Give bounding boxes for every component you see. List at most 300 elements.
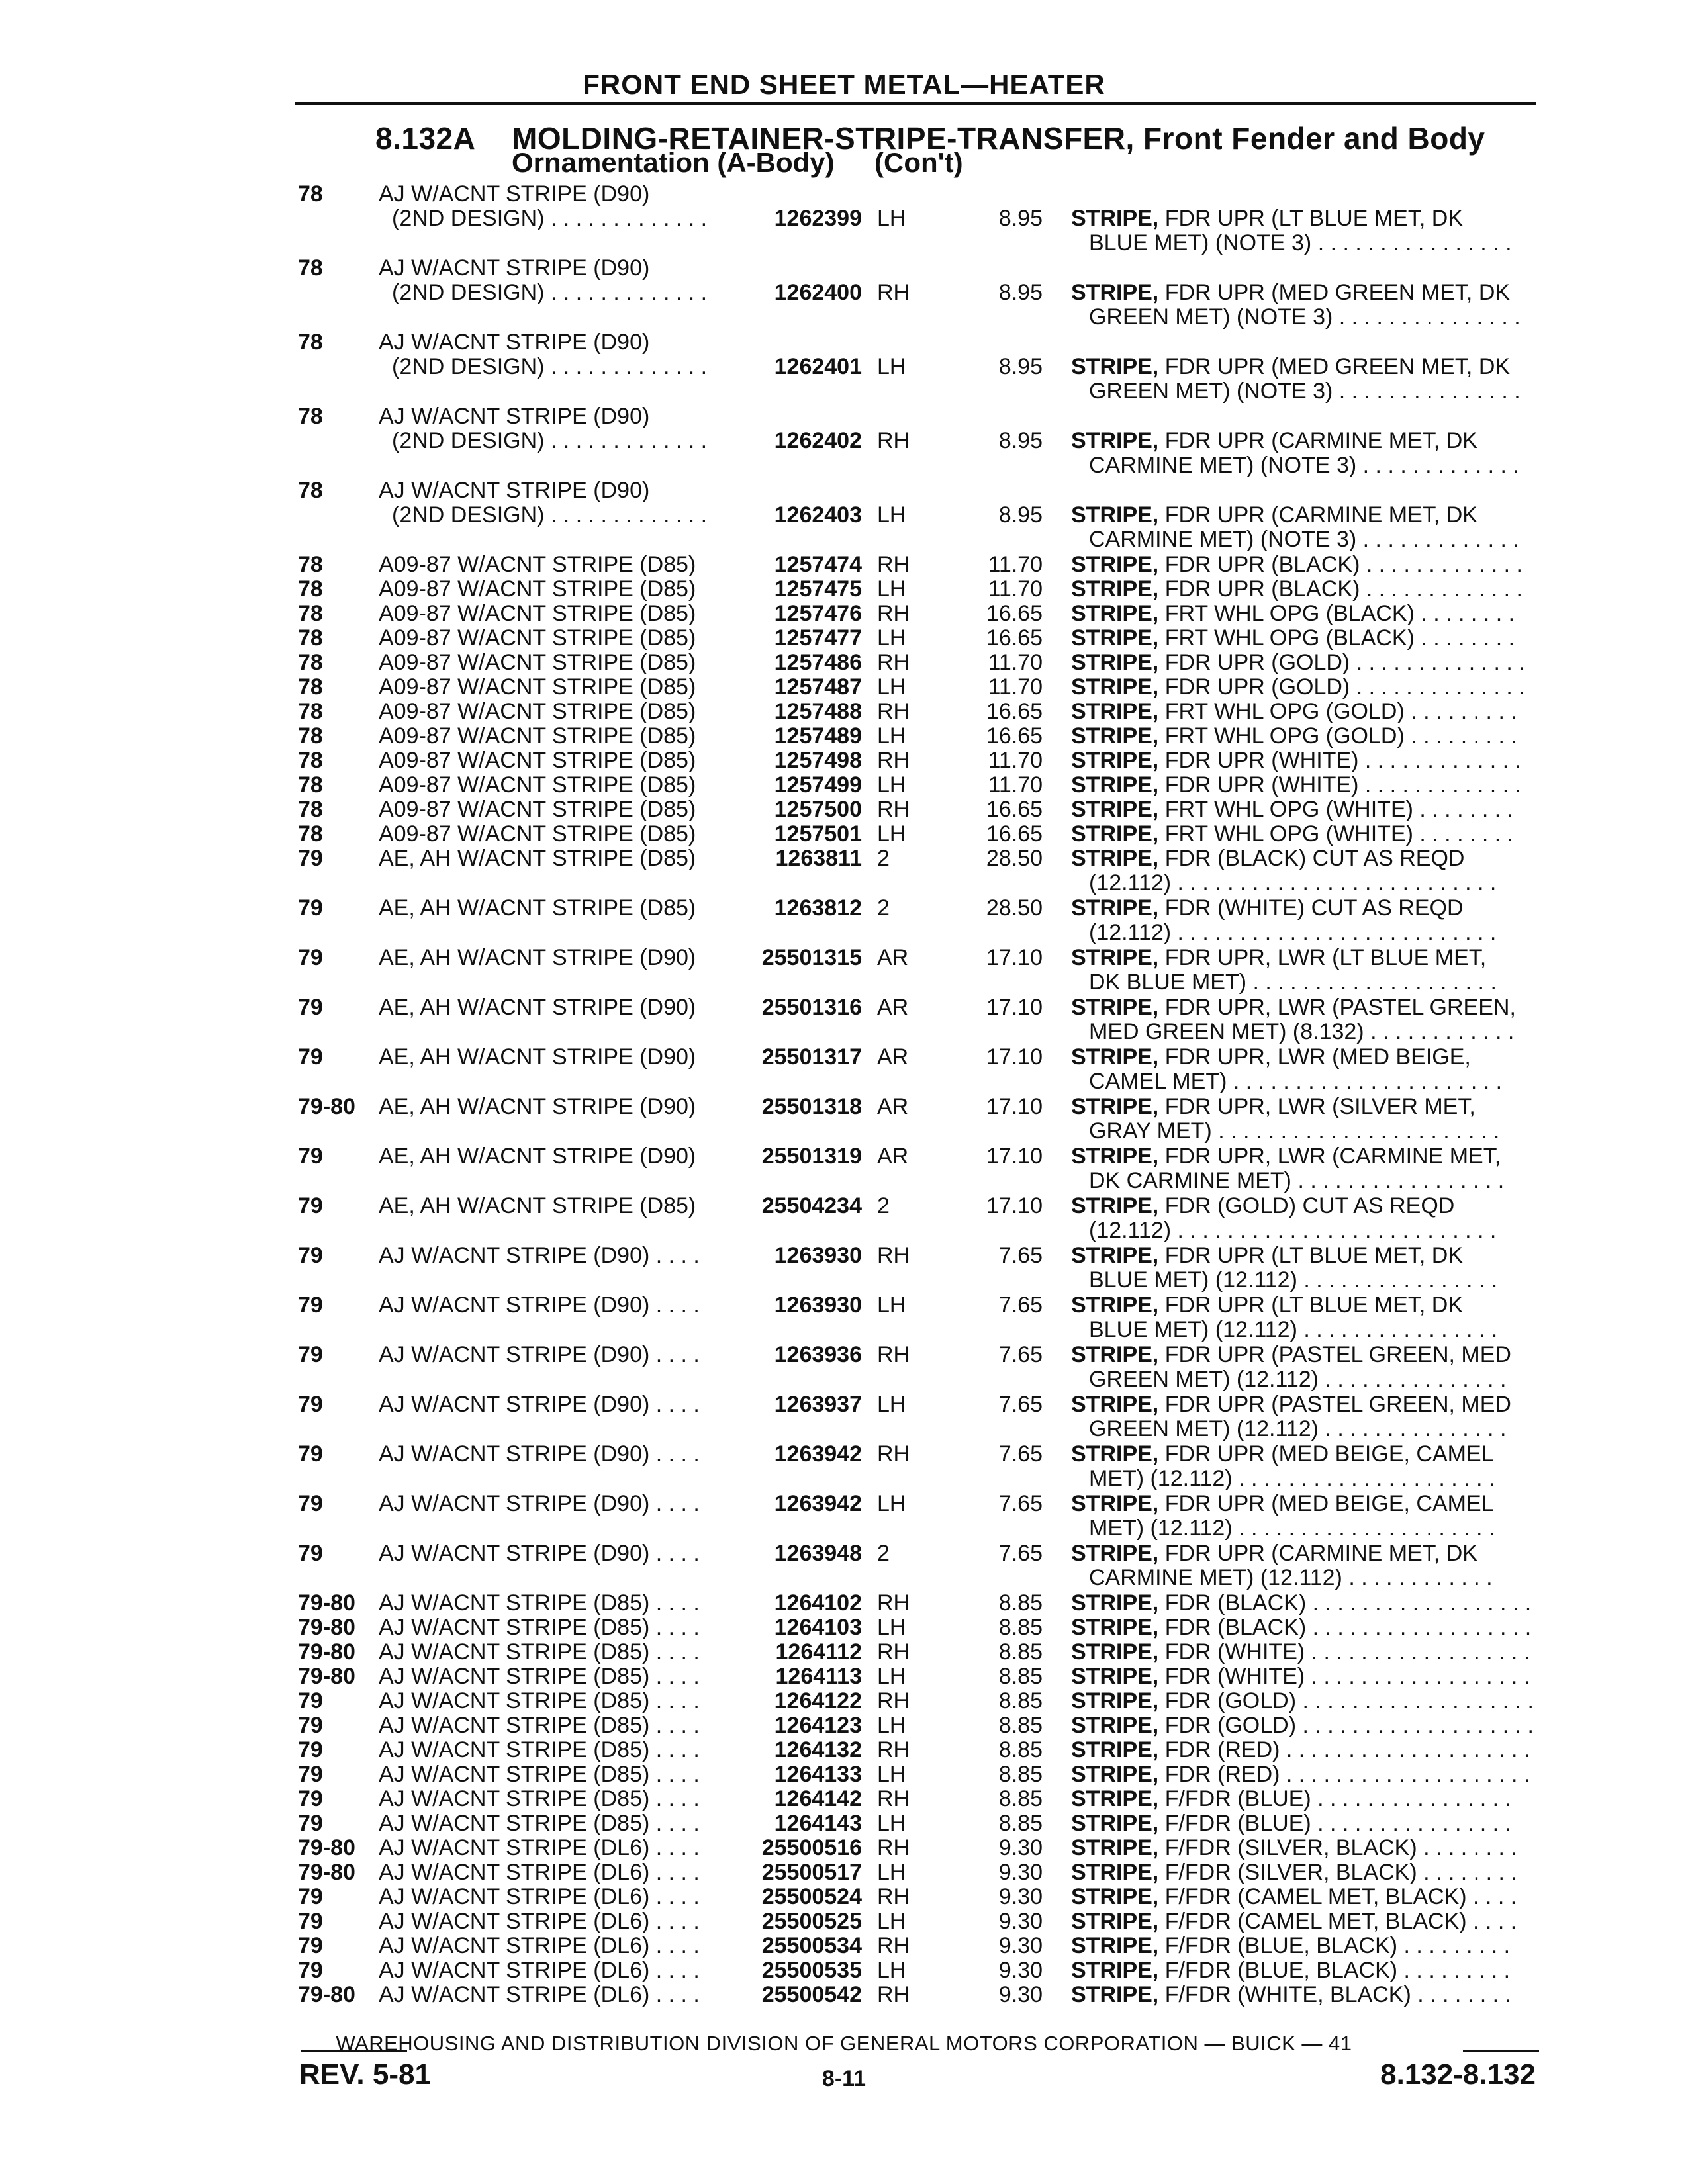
row-price: 11.70 [988, 650, 1043, 675]
row-model: AJ W/ACNT STRIPE (D85) . . . . [379, 1811, 700, 1836]
row-description-text: FDR UPR, LWR (MED BEIGE, [1158, 1044, 1471, 1069]
table-row [0, 256, 1688, 330]
table-row [0, 822, 1688, 846]
row-description-text: FRT WHL OPG (GOLD) . . . . . . . . . [1158, 723, 1517, 749]
table-row [0, 1591, 1688, 1615]
row-year: 78 [298, 748, 323, 773]
row-description-keyword: STRIPE, [1071, 206, 1159, 231]
row-description-text: F/FDR (BLUE) . . . . . . . . . . . . . . . . [1158, 1811, 1511, 1836]
row-description-text: FDR UPR (CARMINE MET, DK [1158, 502, 1477, 527]
row-price: 11.70 [988, 772, 1043, 797]
table-row [0, 553, 1688, 577]
row-description-keyword: STRIPE, [1071, 1688, 1159, 1713]
table-row [0, 1787, 1688, 1811]
table-row [0, 404, 1688, 478]
row-description-text: FDR UPR (WHITE) . . . . . . . . . . . . . [1158, 748, 1522, 773]
row-description-text: FDR UPR, LWR (PASTEL GREEN, [1158, 995, 1516, 1020]
row-description [1071, 1591, 1531, 1615]
row-part-number: 1257475 [774, 576, 862, 602]
row-price: 9.30 [998, 1860, 1043, 1885]
row-year: 78 [298, 723, 323, 749]
row-model-line2: (2ND DESIGN) . . . . . . . . . . . . . [392, 354, 708, 379]
row-price: 9.30 [998, 1884, 1043, 1909]
row-year: 79-80 [298, 1094, 355, 1119]
row-price: 8.95 [998, 206, 1043, 231]
row-description-text: F/FDR (WHITE, BLACK) . . . . . . . . [1158, 1982, 1511, 2007]
row-description-text: FDR UPR (CARMINE MET, DK [1158, 428, 1477, 453]
row-price: 9.30 [998, 1933, 1043, 1958]
row-quantity: RH [877, 1884, 910, 1909]
table-row [0, 1860, 1688, 1885]
row-model: AE, AH W/ACNT STRIPE (D90) [379, 1094, 696, 1119]
row-description [1071, 822, 1513, 846]
row-description-keyword: STRIPE, [1071, 280, 1159, 305]
table-row [0, 797, 1688, 822]
row-model: AJ W/ACNT STRIPE (D90) [379, 181, 650, 206]
row-description [1071, 1958, 1510, 1983]
table-row [0, 1958, 1688, 1983]
table-row [0, 1762, 1688, 1787]
row-model: AE, AH W/ACNT STRIPE (D85) [379, 1193, 696, 1218]
row-year: 79 [298, 1688, 323, 1713]
table-row [0, 773, 1688, 797]
row-part-number: 1257499 [774, 772, 862, 797]
row-description-line2: (12.112) . . . . . . . . . . . . . . . . . . . . . . . . . . [1089, 870, 1497, 895]
row-part-number: 25501318 [761, 1094, 862, 1119]
row-description-text: FDR (BLACK) . . . . . . . . . . . . . . . . . . [1158, 1590, 1532, 1615]
row-description [1071, 773, 1521, 797]
row-description-text: F/FDR (SILVER, BLACK) . . . . . . . . [1158, 1860, 1517, 1885]
table-row [0, 182, 1688, 256]
row-description-keyword: STRIPE, [1071, 354, 1159, 379]
row-description-keyword: STRIPE, [1071, 723, 1159, 749]
row-part-number: 25500516 [761, 1835, 862, 1860]
row-quantity: RH [877, 601, 910, 626]
row-part-number: 1262401 [774, 354, 862, 379]
row-description [1071, 651, 1525, 675]
row-price: 8.95 [998, 502, 1043, 527]
row-description [1071, 1194, 1454, 1218]
row-part-number: 1263812 [774, 895, 862, 921]
table-row [0, 1836, 1688, 1860]
row-quantity: RH [877, 1786, 910, 1811]
row-part-number: 1257476 [774, 601, 862, 626]
row-part-number: 1264102 [774, 1590, 862, 1615]
row-part-number: 25500524 [761, 1884, 862, 1909]
row-part-number: 25501317 [761, 1044, 862, 1069]
row-year: 78 [298, 255, 323, 281]
row-description-line2: BLUE MET) (NOTE 3) . . . . . . . . . . . . . . . . [1089, 230, 1512, 255]
table-row [0, 675, 1688, 700]
row-part-number: 1264123 [774, 1713, 862, 1738]
row-model-line2: (2ND DESIGN) . . . . . . . . . . . . . [392, 428, 708, 453]
row-description-text: FRT WHL OPG (GOLD) . . . . . . . . . [1158, 699, 1517, 724]
row-description-text: FDR UPR (BLACK) . . . . . . . . . . . . . [1158, 576, 1523, 602]
row-description-text: FDR (RED) . . . . . . . . . . . . . . . . . . . . [1158, 1762, 1530, 1787]
row-model: A09-87 W/ACNT STRIPE (D85) [379, 699, 696, 724]
row-price: 28.50 [986, 895, 1043, 921]
row-description-keyword: STRIPE, [1071, 1860, 1159, 1885]
row-year: 79 [298, 1441, 323, 1467]
row-part-number: 25501315 [761, 945, 862, 970]
row-model: AJ W/ACNT STRIPE (D90) [379, 478, 650, 503]
row-description [1071, 946, 1486, 970]
row-year: 79-80 [298, 1860, 355, 1885]
row-quantity: LH [877, 772, 906, 797]
row-quantity: RH [877, 1737, 910, 1762]
row-description [1071, 1811, 1511, 1836]
section-continued-label: (Con't) [874, 147, 963, 178]
row-part-number: 1257500 [774, 797, 862, 822]
row-description-line2: GREEN MET) (NOTE 3) . . . . . . . . . . . . . . . [1089, 379, 1521, 404]
parts-list [0, 182, 1688, 2007]
row-description-text: FDR UPR (LT BLUE MET, DK [1158, 1243, 1463, 1268]
row-quantity: RH [877, 1933, 910, 1958]
row-model-line2: (2ND DESIGN) . . . . . . . . . . . . . [392, 280, 708, 305]
table-row [0, 1640, 1688, 1664]
row-price: 17.10 [986, 995, 1043, 1020]
row-year: 78 [298, 625, 323, 651]
row-part-number: 1262400 [774, 280, 862, 305]
row-description-text: FDR (WHITE) . . . . . . . . . . . . . . . . . . [1158, 1639, 1530, 1664]
row-year: 79 [298, 1958, 323, 1983]
row-description [1071, 1738, 1530, 1762]
row-model: A09-87 W/ACNT STRIPE (D85) [379, 650, 696, 675]
row-description-keyword: STRIPE, [1071, 1982, 1159, 2007]
row-description-keyword: STRIPE, [1071, 1909, 1159, 1934]
row-description-text: FDR (RED) . . . . . . . . . . . . . . . . . . . . [1158, 1737, 1530, 1762]
row-part-number: 25500535 [761, 1958, 862, 1983]
row-description-keyword: STRIPE, [1071, 1144, 1159, 1169]
row-description-keyword: STRIPE, [1071, 1664, 1159, 1689]
row-price: 16.65 [986, 821, 1043, 846]
row-quantity: LH [877, 354, 906, 379]
row-price: 11.70 [988, 674, 1043, 700]
row-part-number: 1263937 [774, 1392, 862, 1417]
row-year: 79 [298, 1342, 323, 1367]
row-year: 79-80 [298, 1982, 355, 2007]
row-description-keyword: STRIPE, [1071, 1762, 1159, 1787]
row-description-text: FDR UPR (LT BLUE MET, DK [1158, 206, 1463, 231]
row-model: AJ W/ACNT STRIPE (DL6) . . . . [379, 1982, 700, 2007]
row-description-text: FRT WHL OPG (BLACK) . . . . . . . . [1158, 625, 1515, 651]
row-year: 78 [298, 478, 323, 503]
row-quantity: RH [877, 1688, 910, 1713]
row-year: 79 [298, 1713, 323, 1738]
row-part-number: 1262402 [774, 428, 862, 453]
row-quantity: LH [877, 1811, 906, 1836]
table-row [0, 1095, 1688, 1144]
row-quantity: RH [877, 428, 910, 453]
row-description [1071, 1762, 1530, 1787]
row-description-keyword: STRIPE, [1071, 1713, 1159, 1738]
section-title: MOLDING-RETAINER-STRIPE-TRANSFER, Front Fender and Body [512, 121, 1485, 156]
row-price: 8.85 [998, 1688, 1043, 1713]
row-model: AE, AH W/ACNT STRIPE (D90) [379, 1044, 696, 1069]
row-description [1071, 355, 1510, 379]
row-model: AJ W/ACNT STRIPE (D85) . . . . [379, 1762, 700, 1787]
row-description-keyword: STRIPE, [1071, 1441, 1159, 1467]
row-year: 79 [298, 1909, 323, 1934]
row-model: A09-87 W/ACNT STRIPE (D85) [379, 625, 696, 651]
row-quantity: RH [877, 1835, 910, 1860]
row-quantity: AR [877, 995, 909, 1020]
row-description-text: FRT WHL OPG (WHITE) . . . . . . . . [1158, 797, 1514, 822]
row-description-keyword: STRIPE, [1071, 674, 1159, 700]
row-description-line2: GRAY MET) . . . . . . . . . . . . . . . . . . . . . . . [1089, 1118, 1500, 1144]
row-description-keyword: STRIPE, [1071, 625, 1159, 651]
row-description [1071, 1615, 1531, 1640]
row-description-line2: GREEN MET) (NOTE 3) . . . . . . . . . . . . . . . [1089, 304, 1521, 330]
row-price: 17.10 [986, 1193, 1043, 1218]
row-description-keyword: STRIPE, [1071, 1193, 1159, 1218]
row-description-text: FDR UPR (GOLD) . . . . . . . . . . . . . . [1158, 650, 1525, 675]
row-description-keyword: STRIPE, [1071, 945, 1159, 970]
row-model: A09-87 W/ACNT STRIPE (D85) [379, 601, 696, 626]
row-description [1071, 1836, 1517, 1860]
row-description-keyword: STRIPE, [1071, 748, 1159, 773]
row-price: 17.10 [986, 1144, 1043, 1169]
table-row [0, 1392, 1688, 1442]
row-description-keyword: STRIPE, [1071, 1933, 1159, 1958]
row-quantity: LH [877, 206, 906, 231]
row-quantity: LH [877, 723, 906, 749]
row-model: A09-87 W/ACNT STRIPE (D85) [379, 772, 696, 797]
row-year: 79 [298, 1884, 323, 1909]
row-description-text: FDR (GOLD) . . . . . . . . . . . . . . . . . . . [1158, 1688, 1534, 1713]
table-row [0, 1194, 1688, 1244]
row-price: 8.85 [998, 1786, 1043, 1811]
row-description [1071, 797, 1513, 822]
row-description-text: FDR (GOLD) . . . . . . . . . . . . . . . . . . . [1158, 1713, 1534, 1738]
row-description [1071, 1244, 1463, 1268]
page-header-title: FRONT END SHEET METAL—HEATER [583, 69, 1105, 100]
row-year: 79 [298, 1811, 323, 1836]
row-description-line2: MED GREEN MET) (8.132) . . . . . . . . . . . . [1089, 1019, 1515, 1044]
section-title-line2: Ornamentation (A-Body) [512, 147, 835, 178]
row-description [1071, 995, 1516, 1020]
row-part-number: 1264103 [774, 1615, 862, 1640]
row-year: 79 [298, 1786, 323, 1811]
row-description-line2: CARMINE MET) (12.112) . . . . . . . . . . . . [1089, 1565, 1493, 1590]
table-row [0, 1144, 1688, 1194]
row-price: 7.65 [998, 1441, 1043, 1467]
row-price: 8.85 [998, 1811, 1043, 1836]
row-quantity: RH [877, 280, 910, 305]
page-range: 8.132-8.132 [1380, 2058, 1536, 2091]
row-part-number: 1262399 [774, 206, 862, 231]
table-row [0, 330, 1688, 404]
table-row [0, 478, 1688, 553]
row-model: AJ W/ACNT STRIPE (DL6) . . . . [379, 1933, 700, 1958]
row-year: 79 [298, 1243, 323, 1268]
table-row [0, 1664, 1688, 1689]
row-description [1071, 1541, 1477, 1566]
row-quantity: RH [877, 1590, 910, 1615]
table-row [0, 1689, 1688, 1713]
row-model: AJ W/ACNT STRIPE (DL6) . . . . [379, 1860, 700, 1885]
row-description [1071, 1983, 1511, 2007]
row-price: 7.65 [998, 1541, 1043, 1566]
row-price: 8.95 [998, 280, 1043, 305]
row-model: AJ W/ACNT STRIPE (D85) . . . . [379, 1590, 700, 1615]
row-description-keyword: STRIPE, [1071, 1044, 1159, 1069]
row-year: 79 [298, 1293, 323, 1318]
row-model: AE, AH W/ACNT STRIPE (D85) [379, 846, 696, 871]
row-model: AJ W/ACNT STRIPE (D90) . . . . [379, 1392, 700, 1417]
row-description-keyword: STRIPE, [1071, 1392, 1159, 1417]
row-description-keyword: STRIPE, [1071, 502, 1159, 527]
row-model: A09-87 W/ACNT STRIPE (D85) [379, 821, 696, 846]
table-row [0, 1885, 1688, 1909]
row-part-number: 1257486 [774, 650, 862, 675]
row-description-text: FDR UPR (PASTEL GREEN, MED [1158, 1342, 1511, 1367]
row-description [1071, 1392, 1511, 1417]
row-description-keyword: STRIPE, [1071, 601, 1159, 626]
row-description-text: FRT WHL OPG (WHITE) . . . . . . . . [1158, 821, 1514, 846]
table-row [0, 749, 1688, 773]
table-row [0, 651, 1688, 675]
row-quantity: 2 [877, 1193, 890, 1218]
row-description-line2: (12.112) . . . . . . . . . . . . . . . . . . . . . . . . . . [1089, 920, 1497, 945]
row-description-text: F/FDR (CAMEL MET, BLACK) . . . . [1158, 1884, 1517, 1909]
row-description-text: FDR UPR (BLACK) . . . . . . . . . . . . . [1158, 552, 1523, 577]
row-description-text: FDR UPR (CARMINE MET, DK [1158, 1541, 1477, 1566]
row-year: 79-80 [298, 1835, 355, 1860]
row-description-keyword: STRIPE, [1071, 821, 1159, 846]
page-number: 8-11 [821, 2066, 867, 2091]
row-price: 8.85 [998, 1713, 1043, 1738]
row-description-text: FDR UPR (PASTEL GREEN, MED [1158, 1392, 1511, 1417]
row-description-keyword: STRIPE, [1071, 1491, 1159, 1516]
row-description-text: FDR UPR, LWR (SILVER MET, [1158, 1094, 1476, 1119]
row-year: 78 [298, 821, 323, 846]
row-part-number: 1257474 [774, 552, 862, 577]
footer-rule-right [1463, 2050, 1539, 2052]
row-year: 79 [298, 1541, 323, 1566]
row-year: 78 [298, 650, 323, 675]
row-year: 78 [298, 797, 323, 822]
row-part-number: 25500542 [761, 1982, 862, 2007]
row-year: 78 [298, 181, 323, 206]
row-description-keyword: STRIPE, [1071, 1639, 1159, 1664]
row-description-keyword: STRIPE, [1071, 428, 1159, 453]
row-description [1071, 1713, 1534, 1738]
row-description [1071, 1787, 1511, 1811]
row-quantity: LH [877, 502, 906, 527]
table-row [0, 577, 1688, 602]
row-description-keyword: STRIPE, [1071, 650, 1159, 675]
row-model: AE, AH W/ACNT STRIPE (D90) [379, 1144, 696, 1169]
row-description-keyword: STRIPE, [1071, 1958, 1159, 1983]
table-row [0, 896, 1688, 946]
row-price: 9.30 [998, 1909, 1043, 1934]
row-price: 28.50 [986, 846, 1043, 871]
row-description-text: F/FDR (BLUE, BLACK) . . . . . . . . . [1158, 1933, 1511, 1958]
row-part-number: 1264112 [775, 1639, 862, 1664]
row-model: AJ W/ACNT STRIPE (D90) . . . . [379, 1243, 700, 1268]
row-part-number: 1263942 [774, 1491, 862, 1516]
row-price: 8.95 [998, 428, 1043, 453]
table-row [0, 1442, 1688, 1492]
row-quantity: RH [877, 797, 910, 822]
row-quantity: 2 [877, 846, 890, 871]
row-model: AJ W/ACNT STRIPE (DL6) . . . . [379, 1958, 700, 1983]
row-quantity: LH [877, 1958, 906, 1983]
table-row [0, 1492, 1688, 1541]
row-quantity: AR [877, 1144, 909, 1169]
row-price: 9.30 [998, 1982, 1043, 2007]
table-row [0, 1293, 1688, 1343]
row-description-text: FDR (WHITE) . . . . . . . . . . . . . . . . . . [1158, 1664, 1530, 1689]
row-description [1071, 1909, 1517, 1934]
row-model: A09-87 W/ACNT STRIPE (D85) [379, 552, 696, 577]
row-description-text: FRT WHL OPG (BLACK) . . . . . . . . [1158, 601, 1515, 626]
row-quantity: RH [877, 552, 910, 577]
row-description-keyword: STRIPE, [1071, 699, 1159, 724]
row-price: 16.65 [986, 797, 1043, 822]
row-year: 79-80 [298, 1639, 355, 1664]
row-description-line2: CAMEL MET) . . . . . . . . . . . . . . . . . . . . . . [1089, 1069, 1503, 1094]
row-description [1071, 503, 1477, 527]
row-description-keyword: STRIPE, [1071, 1590, 1159, 1615]
row-price: 9.30 [998, 1958, 1043, 1983]
row-description-keyword: STRIPE, [1071, 995, 1159, 1020]
table-row [0, 995, 1688, 1045]
row-year: 78 [298, 674, 323, 700]
row-model-line2: (2ND DESIGN) . . . . . . . . . . . . . [392, 502, 708, 527]
row-quantity: RH [877, 1982, 910, 2007]
table-row [0, 602, 1688, 626]
row-description-keyword: STRIPE, [1071, 1094, 1159, 1119]
row-model: AJ W/ACNT STRIPE (D90) . . . . [379, 1342, 700, 1367]
row-part-number: 1257477 [774, 625, 862, 651]
row-model: AJ W/ACNT STRIPE (DL6) . . . . [379, 1835, 700, 1860]
section-number: 8.132A [375, 121, 476, 156]
row-quantity: RH [877, 699, 910, 724]
row-model: AJ W/ACNT STRIPE (D90) . . . . [379, 1491, 700, 1516]
row-quantity: LH [877, 1392, 906, 1417]
row-part-number: 1264113 [775, 1664, 862, 1689]
row-price: 16.65 [986, 625, 1043, 651]
row-description [1071, 577, 1523, 602]
table-row [0, 1811, 1688, 1836]
row-description-keyword: STRIPE, [1071, 846, 1159, 871]
row-quantity: LH [877, 1909, 906, 1934]
row-quantity: LH [877, 821, 906, 846]
row-price: 17.10 [986, 1094, 1043, 1119]
row-part-number: 1257489 [774, 723, 862, 749]
row-quantity: AR [877, 945, 909, 970]
row-model: AE, AH W/ACNT STRIPE (D85) [379, 895, 696, 921]
row-description-text: FDR UPR, LWR (LT BLUE MET, [1158, 945, 1487, 970]
row-quantity: LH [877, 1664, 906, 1689]
row-quantity: RH [877, 1639, 910, 1664]
row-quantity: LH [877, 1491, 906, 1516]
row-model: AJ W/ACNT STRIPE (D90) [379, 330, 650, 355]
row-description-text: FDR (BLACK) . . . . . . . . . . . . . . . . . . [1158, 1615, 1532, 1640]
row-description-text: FDR UPR (MED GREEN MET, DK [1158, 280, 1511, 305]
row-model: AJ W/ACNT STRIPE (D90) . . . . [379, 1541, 700, 1566]
row-price: 11.70 [988, 576, 1043, 602]
row-description-line2: GREEN MET) (12.112) . . . . . . . . . . . . . . . [1089, 1416, 1507, 1441]
row-description-keyword: STRIPE, [1071, 1786, 1159, 1811]
row-quantity: LH [877, 625, 906, 651]
row-quantity: RH [877, 1441, 910, 1467]
table-row [0, 1983, 1688, 2007]
row-description-text: F/FDR (CAMEL MET, BLACK) . . . . [1158, 1909, 1517, 1934]
row-price: 9.30 [998, 1835, 1043, 1860]
